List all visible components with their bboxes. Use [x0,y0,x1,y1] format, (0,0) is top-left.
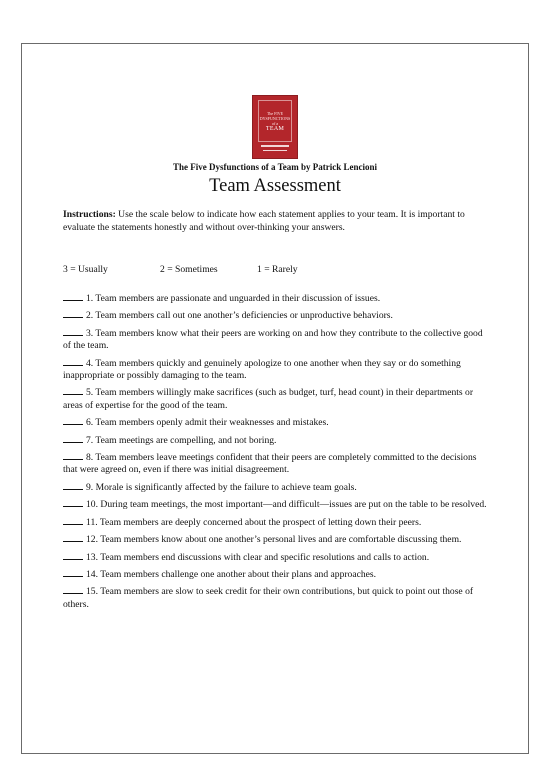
assessment-items [63,291,493,614]
item-text: 6. Team members openly admit their weaknesses and mistakes. [86,417,329,429]
item-text: 13. Team members end discussions with clear and specific resolutions and calls to action. [86,551,430,563]
instructions-label: Instructions: [63,209,116,220]
item-text: 2. Team members call out one another’s deficiencies or unproductive behaviors. [86,310,393,322]
score-blank[interactable] [63,497,83,507]
assessment-item [63,326,493,353]
book-cover-image [252,95,298,159]
item-text: 8. Team members leave meetings confident that their peers are completely committed to the decisions that were agreed on, even if there was initial disagreement. [63,452,477,476]
item-text: 7. Team meetings are compelling, and not boring. [86,434,277,446]
cover-decoration-2 [263,150,287,151]
item-text: 5. Team members willingly make sacrifices (such as budget, turf, head count) in their departments or areas of expertise for the good of the team. [63,387,474,411]
assessment-item [63,584,493,611]
score-blank[interactable] [63,308,83,318]
score-blank[interactable] [63,433,83,443]
cover-title-line1: The FIVE [266,110,284,116]
item-text: 12. Team members know about one another’s personal lives and are comfortable discussing them. [86,534,462,546]
item-text: 14. Team members challenge one another about their plans and approaches. [86,568,377,580]
score-blank[interactable] [63,532,83,542]
assessment-item [63,433,493,447]
item-text: 15. Team members are slow to seek credit for their own contributions, but quick to point out those of others. [63,586,474,610]
assessment-item [63,356,493,383]
item-text: 1. Team members are passionate and unguarded in their discussion of issues. [86,293,381,304]
score-blank[interactable] [63,356,83,366]
assessment-item [63,567,493,581]
score-blank[interactable] [63,480,83,490]
score-blank[interactable] [63,415,83,425]
cover-title-line3: of a [271,120,279,126]
score-blank[interactable] [63,450,83,460]
item-text: 4. Team members quickly and genuinely apologize to one another when they say or do something inappropriate or possibly damaging to the team. [63,357,461,382]
assessment-item [63,415,493,429]
rating-scale [63,264,298,276]
scale-sometimes: 2 = Sometimes [160,264,218,275]
assessment-item [63,532,493,546]
assessment-item [63,550,493,564]
score-blank[interactable] [63,515,83,525]
score-blank[interactable] [63,385,83,395]
assessment-item [63,450,493,477]
item-text: 9. Morale is significantly affected by the failure to achieve team goals. [86,481,357,493]
score-blank[interactable] [63,291,83,301]
assessment-item [63,385,493,412]
assessment-item [63,515,493,529]
cover-title-line4: TEAM [265,125,285,132]
item-text: 11. Team members are deeply concerned about the prospect of letting down their peers. [86,516,422,528]
assessment-item [63,291,493,305]
score-blank[interactable] [63,584,83,594]
item-text: 10. During team meetings, the most important—and difficult—issues are put on the table to be resolved. [86,499,487,511]
book-title: The Five Dysfunctions of a Team by Patrick Lencioni [172,162,377,172]
scale-usually: 3 = Usually [63,264,108,275]
item-text: 3. Team members know what their peers are working on and how they contribute to the collective good of the team. [63,327,483,352]
assessment-item [63,480,493,494]
score-blank[interactable] [63,567,83,577]
cover-title-line2: DYSFUNCTIONS [259,115,291,121]
document-title: Team Assessment [209,176,341,196]
scale-rarely: 1 = Rarely [257,264,298,275]
score-blank[interactable] [63,550,83,560]
instructions-text: Use the scale below to indicate how each statement applies to your team. It is important to evaluate the statements honestly and without over-thinking your answers. [63,209,465,233]
assessment-item [63,497,493,511]
assessment-item [63,308,493,322]
cover-decoration [261,145,289,147]
instructions [63,209,483,234]
score-blank[interactable] [63,326,83,336]
